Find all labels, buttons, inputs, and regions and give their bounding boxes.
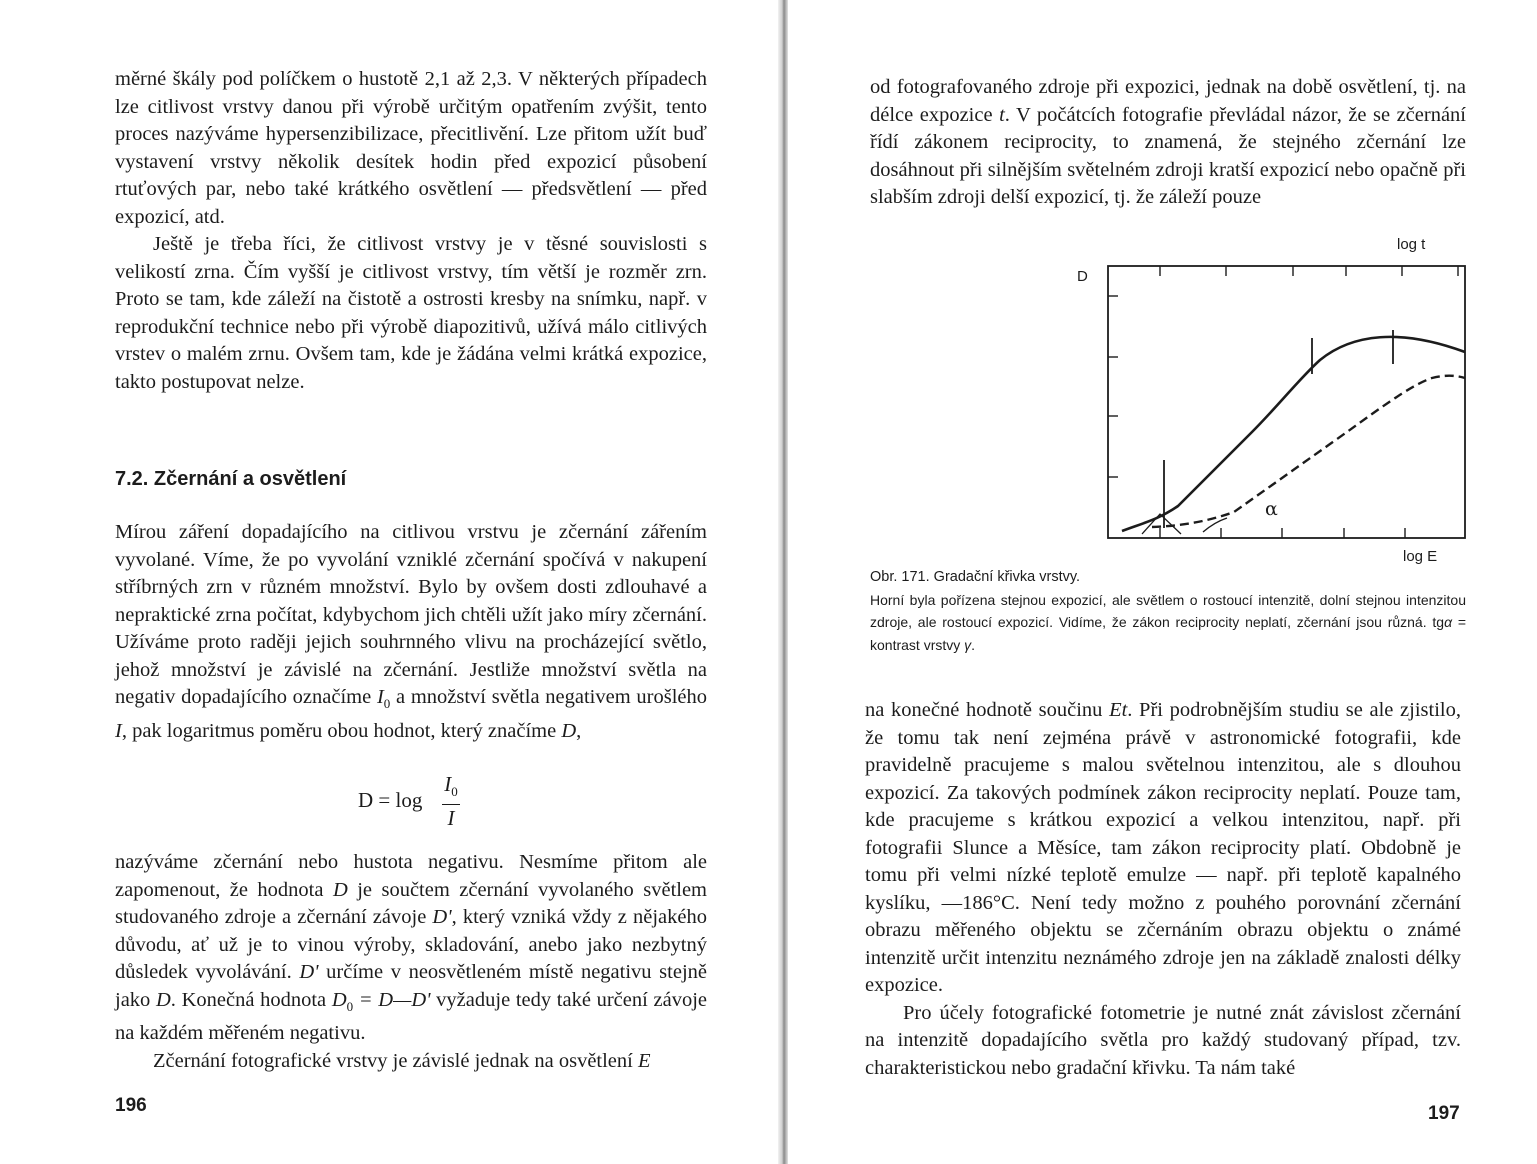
right-paragraph-1: od fotografovaného zdroje při expozici, jednak na době osvětlení, tj. na délce expozice t. V počátcích fotografie převládal názor, že se zčernání řídí zákonem reciprocity, to znamená, že stejného zčernání lze dosáhnout při silnějším světelném zdroji kratší expozicí nebo opačně při slabším zdroji delší expozicí, tj. že záleží pouze (870, 76, 1466, 208)
top-axis-ticks (1160, 266, 1458, 276)
figure-caption: Obr. 171. Gradační křivka vrstvy. Horní byla pořízena stejnou expozicí, ale světlem o rostoucí intenzitě, dolní stejnou intenzitou zdroje, ale rostoucí expozicí. Vidíme, že zákon reciprocity neplatí, zčernání jsou různá. tgα = kontrast vrstvy γ. (870, 566, 1466, 656)
left-paragraph-1: měrné škály pod políčkem o hustotě 2,1 až 2,3. V některých případech lze citlivost vrstvy danou při výrobě určitým opatřením zvýšit, tento proces nazýváme hypersenzibilizace, přecitlivění. Lze přitom užít buď vystavení vrstvy několik desítek hodin před expozicí působení rtuťových par, nebo také krátkého osvětlení — předsvětlení — před expozicí, atd. (115, 68, 707, 228)
angle-label-alpha: α (1265, 498, 1278, 520)
left-axis-ticks (1108, 296, 1118, 477)
left-paragraph-2: Ještě je třeba říci, že citlivost vrstvy je v těsné souvislosti s velikostí zrna. Čím vyšší je citlivost vrstvy, tím větší je rozměr zrn. Proto se tam, kde záleží na čistotě a ostrosti kresby na snímku, např. v reprodukční technice nebo při výrobě diapozitivů, užívá málo citlivých vrstev o malém zrnu. Ovšem tam, kde je žádána velmi krátká expozice, takto postupovat nelze. (115, 233, 707, 393)
page-number-right: 197 (1428, 1103, 1460, 1124)
axis-label-d: D (1077, 268, 1088, 285)
right-paragraph-3: Pro účely fotografické fotometrie je nutné znát závislost zčernání na intenzitě dopadajícího světla pro každý studovaný případ, tzv. charakteristickou nebo gradační křivku. Ta nám také (865, 1001, 1461, 1079)
caption-title: Obr. 171. Gradační křivka vrstvy. (870, 569, 1081, 585)
left-paragraph-3: Mírou záření dopadajícího na citlivou vrstvu je zčernání zářením vyvolané. Víme, že po vyvolání vzniklé zčernání spočívá v nakupení stříbrných zrn v různém množství. Bylo by ovšem dosti zdlouhavé a nepraktické zrna počítat, kdybychom jich chtěli užít jako míry zčernání. Užíváme proto raději jejich souhrnného vlivu na procházející světlo, jehož množství je závislé na zčernání. Jestliže množství světla na negativ dopadajícího označíme $I_0$ a množství světla negativem urošlého I, pak logaritmus poměru obou hodnot, který značíme D, (115, 521, 707, 742)
bottom-axis-ticks (1160, 528, 1405, 538)
right-column-bottom (865, 697, 1461, 1082)
left-paragraph-4: nazýváme zčernání nebo hustota negativu. Nesmíme přitom ale zapomenout, že hodnota D je součtem zčernání vyvolaného světlem studovaného zdroje a zčernání závoje D', který vzniká vždy z nějakého důvodu, ať už je to vinou výroby, skladování, anebo jako nezbytný důsledek vyvolávání. D' určíme v neosvětleném místě negativu stejně jako D. Konečná hodnota $D_0$ = D—D' vyžaduje tedy také určení závoje na každém měřeném negativu. (115, 851, 708, 1045)
axis-label-log-t: log t (1397, 236, 1426, 253)
axis-label-log-e: log E (1403, 548, 1438, 565)
chart-frame (1108, 266, 1465, 538)
curve-exposure-series (1152, 376, 1465, 527)
angle-arc (1203, 518, 1227, 532)
formula-lhs: D = log (358, 788, 423, 812)
formula-fraction: $I_0$ I (440, 772, 462, 831)
right-paragraph-2: na konečné hodnotě součinu Et. Při podrobnějším studiu se ale zjistilo, že tomu tak není zejména právě v astronomické fotografii, kde pravidelně pracujeme s malou světelnou intenzitou, ale s dlouhou expozicí. Za takových podmínek zákon reciprocity neplatí. Pouze tam, kde pracujeme s krátkou expozicí a velkou intenzitou, např. při fotografii Slunce a Měsíce, tam zákon reciprocity platí. Obdobně je tomu při velmi nízké teplotě emulze — např. při teplotě kapalného kyslíku, —186°C. Není tedy možno z pouhého porovnání zčernání obrazu měřeného objektu se zčernáním obrazu objektu o známé intenzitě určit intenzitu neznámého zdroje jen na základě znalosti délky expozice. (865, 699, 1461, 996)
page-number-left: 196 (115, 1095, 147, 1116)
curve-intensity-series (1122, 337, 1465, 531)
left-paragraph-5: Zčernání fotografické vrstvy je závislé jednak na osvětlení E (153, 1049, 651, 1072)
section-heading: 7.2. Zčernání a osvětlení (115, 468, 347, 490)
